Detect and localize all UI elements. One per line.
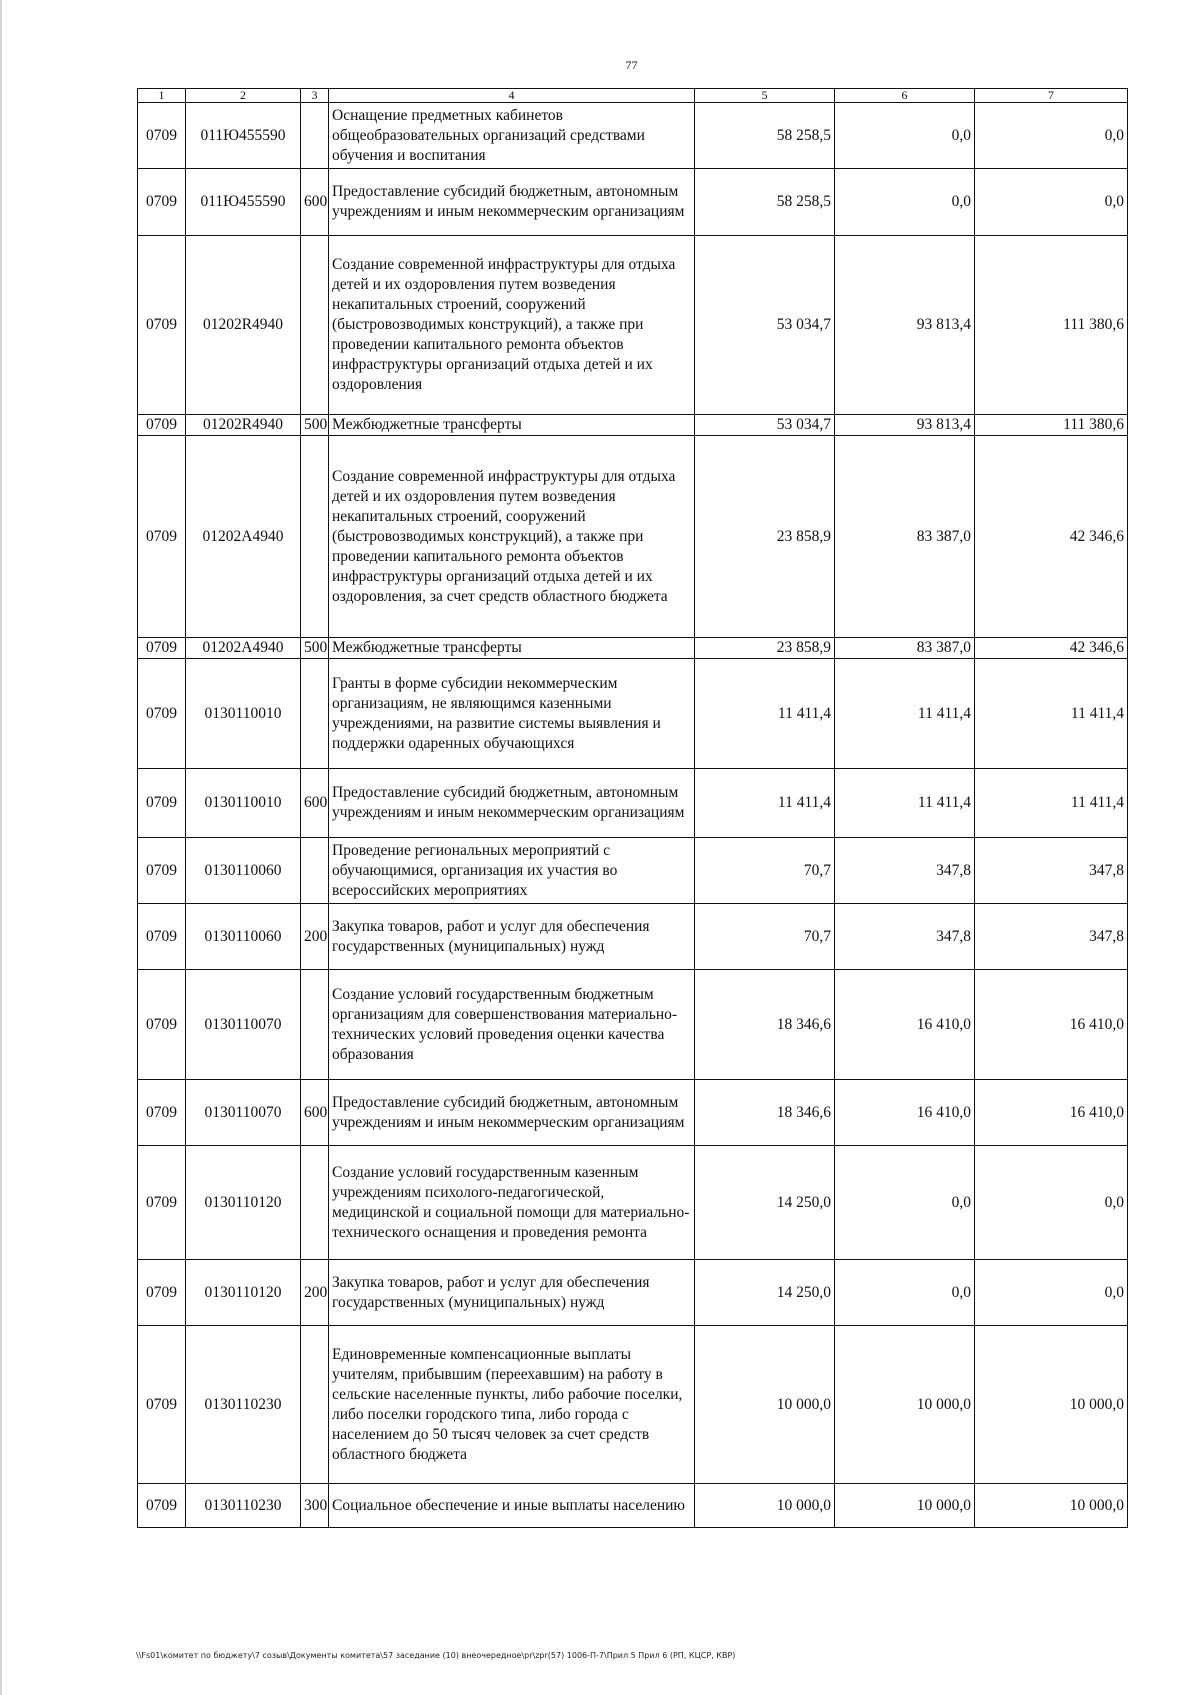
target-article-code: 01202R4940 bbox=[186, 415, 301, 436]
item-description: Предоставление субсидий бюджетным, автономным учреждениям и иным некоммерческим организациям bbox=[329, 169, 695, 236]
section-code: 0709 bbox=[138, 415, 186, 436]
amount-col5: 58 258,5 bbox=[695, 103, 835, 169]
budget-table bbox=[137, 88, 1128, 1528]
item-description: Социальное обеспечение и иные выплаты населению bbox=[329, 1484, 695, 1528]
amount-col6: 16 410,0 bbox=[835, 970, 975, 1080]
column-header: 7 bbox=[975, 89, 1128, 103]
target-article-code: 0130110230 bbox=[186, 1484, 301, 1528]
section-code: 0709 bbox=[138, 1326, 186, 1484]
target-article-code: 011Ю455590 bbox=[186, 169, 301, 236]
amount-col5: 10 000,0 bbox=[695, 1484, 835, 1528]
amount-col6: 10 000,0 bbox=[835, 1484, 975, 1528]
amount-col5: 53 034,7 bbox=[695, 236, 835, 415]
amount-col7: 11 411,4 bbox=[975, 659, 1128, 769]
expense-type-code: 200 bbox=[301, 1260, 329, 1326]
amount-col7: 0,0 bbox=[975, 1260, 1128, 1326]
amount-col5: 14 250,0 bbox=[695, 1260, 835, 1326]
file-path-footer: \\Fs01\комитет по бюджету\7 созыв\Документы комитета\57 заседание (10) внеочередное\pr\zpr(57) 1006-П-7\Прил 5 Прил 6 (РП, КЦСР, КВР) bbox=[136, 1651, 736, 1660]
target-article-code: 0130110060 bbox=[186, 838, 301, 904]
amount-col6: 83 387,0 bbox=[835, 436, 975, 638]
table-row bbox=[138, 436, 1128, 638]
amount-col7: 111 380,6 bbox=[975, 236, 1128, 415]
item-description: Закупка товаров, работ и услуг для обеспечения государственных (муниципальных) нужд bbox=[329, 904, 695, 970]
amount-col6: 16 410,0 bbox=[835, 1080, 975, 1146]
target-article-code: 01202A4940 bbox=[186, 436, 301, 638]
amount-col5: 14 250,0 bbox=[695, 1146, 835, 1260]
item-description: Создание современной инфраструктуры для отдыха детей и их оздоровления путем возведения некапитальных строений, сооружений (быстровозводимых конструкций), а также при проведении капитального ремонта объектов инфраструктуры организаций отдыха детей и их оздоровления bbox=[329, 236, 695, 415]
item-description: Создание современной инфраструктуры для отдыха детей и их оздоровления путем возведения некапитальных строений, сооружений (быстровозводимых конструкций), а также при проведении капитального ремонта объектов инфраструктуры организаций отдыха детей и их оздоровления, за счет средств областного бюджета bbox=[329, 436, 695, 638]
expense-type-code: 300 bbox=[301, 1484, 329, 1528]
amount-col6: 0,0 bbox=[835, 1260, 975, 1326]
section-code: 0709 bbox=[138, 1080, 186, 1146]
table-row bbox=[138, 236, 1128, 415]
table-row bbox=[138, 638, 1128, 659]
amount-col5: 23 858,9 bbox=[695, 436, 835, 638]
header-row bbox=[138, 89, 1128, 103]
section-code: 0709 bbox=[138, 103, 186, 169]
amount-col7: 347,8 bbox=[975, 838, 1128, 904]
amount-col6: 0,0 bbox=[835, 1146, 975, 1260]
amount-col7: 42 346,6 bbox=[975, 638, 1128, 659]
amount-col6: 347,8 bbox=[835, 838, 975, 904]
column-header: 2 bbox=[186, 89, 301, 103]
table-row bbox=[138, 1146, 1128, 1260]
amount-col6: 11 411,4 bbox=[835, 659, 975, 769]
amount-col5: 70,7 bbox=[695, 904, 835, 970]
amount-col7: 347,8 bbox=[975, 904, 1128, 970]
expense-type-code: 600 bbox=[301, 769, 329, 838]
column-header: 3 bbox=[301, 89, 329, 103]
amount-col7: 0,0 bbox=[975, 103, 1128, 169]
amount-col5: 53 034,7 bbox=[695, 415, 835, 436]
amount-col6: 0,0 bbox=[835, 169, 975, 236]
table-row bbox=[138, 415, 1128, 436]
expense-type-code: 500 bbox=[301, 638, 329, 659]
table-row bbox=[138, 769, 1128, 838]
table-row bbox=[138, 1484, 1128, 1528]
target-article-code: 0130110010 bbox=[186, 769, 301, 838]
target-article-code: 0130110230 bbox=[186, 1326, 301, 1484]
item-description: Гранты в форме субсидии некоммерческим организациям, не являющимся казенными учреждениями, на развитие системы выявления и поддержки одаренных обучающихся bbox=[329, 659, 695, 769]
amount-col5: 58 258,5 bbox=[695, 169, 835, 236]
item-description: Предоставление субсидий бюджетным, автономным учреждениям и иным некоммерческим организациям bbox=[329, 1080, 695, 1146]
amount-col5: 23 858,9 bbox=[695, 638, 835, 659]
column-header: 6 bbox=[835, 89, 975, 103]
expense-type-code bbox=[301, 436, 329, 638]
amount-col6: 0,0 bbox=[835, 103, 975, 169]
amount-col6: 93 813,4 bbox=[835, 415, 975, 436]
section-code: 0709 bbox=[138, 904, 186, 970]
amount-col6: 83 387,0 bbox=[835, 638, 975, 659]
column-header: 5 bbox=[695, 89, 835, 103]
amount-col7: 111 380,6 bbox=[975, 415, 1128, 436]
amount-col5: 18 346,6 bbox=[695, 970, 835, 1080]
table-row bbox=[138, 659, 1128, 769]
amount-col5: 11 411,4 bbox=[695, 769, 835, 838]
expense-type-code bbox=[301, 236, 329, 415]
table-row bbox=[138, 838, 1128, 904]
expense-type-code: 600 bbox=[301, 169, 329, 236]
amount-col7: 11 411,4 bbox=[975, 769, 1128, 838]
item-description: Оснащение предметных кабинетов общеобразовательных организаций средствами обучения и воспитания bbox=[329, 103, 695, 169]
amount-col7: 16 410,0 bbox=[975, 970, 1128, 1080]
target-article-code: 0130110070 bbox=[186, 970, 301, 1080]
table-row bbox=[138, 1260, 1128, 1326]
table-row bbox=[138, 1080, 1128, 1146]
amount-col7: 42 346,6 bbox=[975, 436, 1128, 638]
expense-type-code: 600 bbox=[301, 1080, 329, 1146]
amount-col5: 10 000,0 bbox=[695, 1326, 835, 1484]
item-description: Предоставление субсидий бюджетным, автономным учреждениям и иным некоммерческим организациям bbox=[329, 769, 695, 838]
expense-type-code: 500 bbox=[301, 415, 329, 436]
target-article-code: 0130110070 bbox=[186, 1080, 301, 1146]
expense-type-code bbox=[301, 1326, 329, 1484]
item-description: Создание условий государственным казенным учреждениям психолого-педагогической, медицинской и социальной помощи для материально-технического оснащения и проведения ремонта bbox=[329, 1146, 695, 1260]
expense-type-code bbox=[301, 970, 329, 1080]
table-row bbox=[138, 970, 1128, 1080]
expense-type-code bbox=[301, 103, 329, 169]
target-article-code: 0130110010 bbox=[186, 659, 301, 769]
expense-type-code bbox=[301, 1146, 329, 1260]
section-code: 0709 bbox=[138, 1146, 186, 1260]
amount-col6: 11 411,4 bbox=[835, 769, 975, 838]
section-code: 0709 bbox=[138, 838, 186, 904]
amount-col5: 70,7 bbox=[695, 838, 835, 904]
amount-col5: 18 346,6 bbox=[695, 1080, 835, 1146]
section-code: 0709 bbox=[138, 236, 186, 415]
section-code: 0709 bbox=[138, 436, 186, 638]
item-description: Межбюджетные трансферты bbox=[329, 415, 695, 436]
target-article-code: 0130110120 bbox=[186, 1260, 301, 1326]
expense-type-code bbox=[301, 659, 329, 769]
section-code: 0709 bbox=[138, 769, 186, 838]
target-article-code: 0130110120 bbox=[186, 1146, 301, 1260]
amount-col7: 10 000,0 bbox=[975, 1326, 1128, 1484]
target-article-code: 0130110060 bbox=[186, 904, 301, 970]
expense-type-code bbox=[301, 838, 329, 904]
section-code: 0709 bbox=[138, 659, 186, 769]
amount-col6: 10 000,0 bbox=[835, 1326, 975, 1484]
target-article-code: 01202R4940 bbox=[186, 236, 301, 415]
amount-col7: 0,0 bbox=[975, 1146, 1128, 1260]
scan-edge bbox=[0, 0, 2, 1695]
amount-col7: 0,0 bbox=[975, 169, 1128, 236]
amount-col7: 16 410,0 bbox=[975, 1080, 1128, 1146]
item-description: Межбюджетные трансферты bbox=[329, 638, 695, 659]
amount-col6: 347,8 bbox=[835, 904, 975, 970]
table-row bbox=[138, 103, 1128, 169]
target-article-code: 01202A4940 bbox=[186, 638, 301, 659]
expense-type-code: 200 bbox=[301, 904, 329, 970]
item-description: Проведение региональных мероприятий с обучающимися, организация их участия во всероссийских мероприятиях bbox=[329, 838, 695, 904]
amount-col5: 11 411,4 bbox=[695, 659, 835, 769]
target-article-code: 011Ю455590 bbox=[186, 103, 301, 169]
section-code: 0709 bbox=[138, 638, 186, 659]
column-header: 4 bbox=[329, 89, 695, 103]
amount-col7: 10 000,0 bbox=[975, 1484, 1128, 1528]
item-description: Единовременные компенсационные выплаты учителям, прибывшим (переехавшим) на работу в сельские населенные пункты, либо рабочие поселки, либо поселки городского типа, либо города с населением до 50 тысяч человек за счет средств областного бюджета bbox=[329, 1326, 695, 1484]
item-description: Закупка товаров, работ и услуг для обеспечения государственных (муниципальных) нужд bbox=[329, 1260, 695, 1326]
table-row bbox=[138, 169, 1128, 236]
section-code: 0709 bbox=[138, 970, 186, 1080]
section-code: 0709 bbox=[138, 1260, 186, 1326]
amount-col6: 93 813,4 bbox=[835, 236, 975, 415]
item-description: Создание условий государственным бюджетным организациям для совершенствования материально-технических условий проведения оценки качества образования bbox=[329, 970, 695, 1080]
section-code: 0709 bbox=[138, 169, 186, 236]
table-row bbox=[138, 904, 1128, 970]
page-number: 77 bbox=[625, 58, 638, 72]
column-header: 1 bbox=[138, 89, 186, 103]
section-code: 0709 bbox=[138, 1484, 186, 1528]
table-row bbox=[138, 1326, 1128, 1484]
